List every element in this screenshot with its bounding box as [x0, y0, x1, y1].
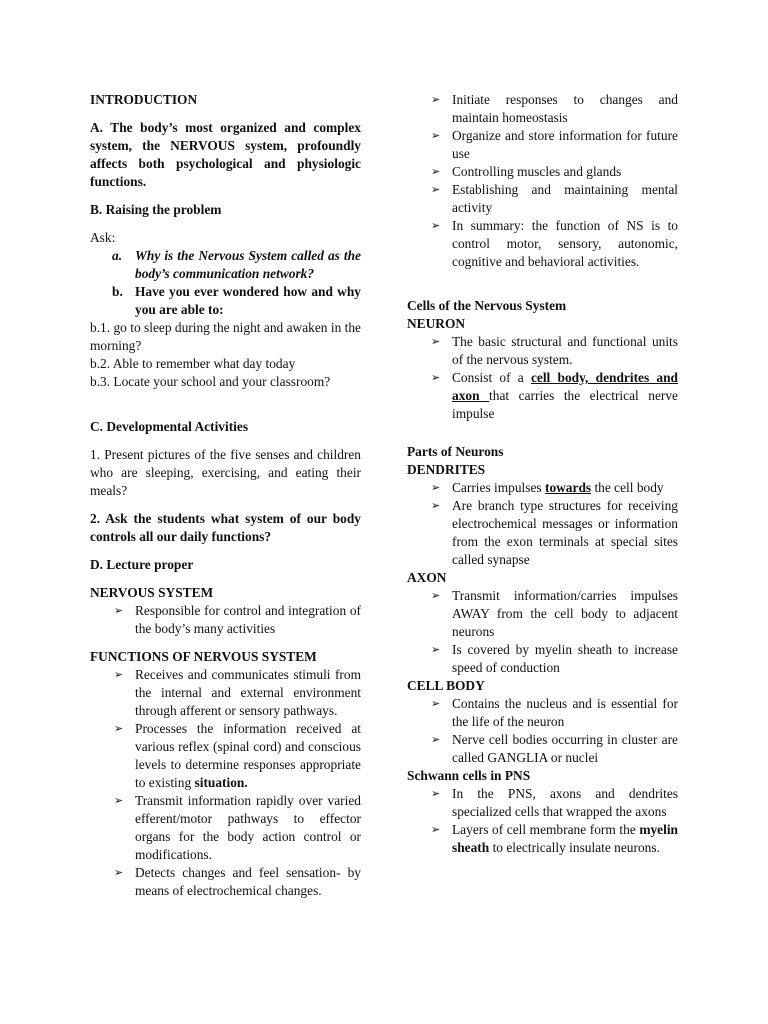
arrow-bullet-icon: ➢: [114, 604, 124, 617]
arrow-bullet-icon: ➢: [431, 643, 441, 656]
ask-label: Ask:: [90, 230, 116, 245]
list-item: ➢ Layers of cell membrane form the myelin sheath to electrically insulate neurons.: [431, 822, 678, 855]
arrow-bullet-icon: ➢: [431, 93, 441, 106]
arrow-bullet-icon: ➢: [431, 823, 441, 836]
list-item: ➢ Are branch type structures for receiving electrochemical messages or information from the exon terminals at special sites called synapse: [431, 498, 678, 567]
c2-text: 2. Ask the students what system of our body controls all our daily functions?: [90, 511, 361, 544]
section-b-heading: B. Raising the problem: [90, 202, 222, 217]
neuron-list: [407, 333, 678, 423]
list-item: ➢ Establishing and maintaining mental activity: [431, 182, 678, 215]
b3-text: b.3. Locate your school and your classroom?: [90, 374, 331, 389]
left-column: [90, 91, 361, 900]
list-item: ➢ Consist of a cell body, dendrites and axon that carries the electrical nerve impulse: [431, 370, 678, 421]
c1-text: 1. Present pictures of the five senses and children who are sleeping, exercising, and eating their meals?: [90, 447, 361, 498]
list-item: ➢ Processes the information received at various reflex (spinal cord) and conscious levels to determine responses appropriate to existing situation.: [114, 721, 361, 790]
arrow-bullet-icon: ➢: [431, 589, 441, 602]
arrow-bullet-icon: ➢: [114, 722, 124, 735]
intro-heading: INTRODUCTION: [90, 92, 198, 107]
right-column: [407, 91, 678, 857]
b1-text: b.1. go to sleep during the night and awaken in the morning?: [90, 320, 361, 353]
section-c-heading: C. Developmental Activities: [90, 419, 249, 434]
arrow-bullet-icon: ➢: [431, 499, 441, 512]
cells-heading: Cells of the Nervous System: [407, 298, 567, 313]
list-item: ➢ Initiate responses to changes and maintain homeostasis: [431, 92, 678, 125]
question-a-marker: a.: [112, 248, 123, 263]
arrow-bullet-icon: ➢: [431, 697, 441, 710]
arrow-bullet-icon: ➢: [431, 733, 441, 746]
nervous-system-list: [90, 602, 361, 638]
parts-heading: Parts of Neurons: [407, 444, 504, 459]
section-a-paragraph: A. The body’s most organized and complex system, the NERVOUS system, profoundly affects both psychological and physiologic functions.: [90, 120, 361, 189]
list-item: ➢ Carries impulses towards the cell body: [431, 480, 664, 495]
axon-heading: AXON: [407, 570, 447, 585]
list-item: ➢ The basic structural and functional units of the nervous system.: [431, 334, 678, 367]
question-b-text: Have you ever wondered how and why you are able to:: [135, 284, 361, 317]
arrow-bullet-icon: ➢: [431, 183, 441, 196]
functions-list: [90, 666, 361, 900]
schwann-heading: Schwann cells in PNS: [407, 768, 531, 783]
list-item: ➢ Transmit information rapidly over varied efferent/motor pathways to effector organs for the body action control or modifications.: [114, 793, 361, 862]
list-item: ➢ Contains the nucleus and is essential for the life of the neuron: [431, 696, 678, 729]
arrow-bullet-icon: ➢: [431, 481, 441, 494]
list-item: ➢ Controlling muscles and glands: [431, 164, 622, 179]
arrow-bullet-icon: ➢: [431, 129, 441, 142]
cell-body-heading: CELL BODY: [407, 678, 485, 693]
axon-list: [407, 587, 678, 677]
list-item: ➢ Detects changes and feel sensation- by means of electrochemical changes.: [114, 865, 361, 898]
question-a: [90, 247, 361, 283]
list-item: ➢ Organize and store information for future use: [431, 128, 678, 161]
dendrites-heading: DENDRITES: [407, 462, 486, 477]
list-item: ➢ In the PNS, axons and dendrites specialized cells that wrapped the axons: [431, 786, 678, 819]
nervous-system-heading: NERVOUS SYSTEM: [90, 585, 214, 600]
neuron-heading: NEURON: [407, 316, 466, 331]
arrow-bullet-icon: ➢: [431, 335, 441, 348]
arrow-bullet-icon: ➢: [431, 165, 441, 178]
arrow-bullet-icon: ➢: [114, 794, 124, 807]
arrow-bullet-icon: ➢: [431, 219, 441, 232]
cell-body-list: [407, 695, 678, 767]
arrow-bullet-icon: ➢: [114, 866, 124, 879]
schwann-list: [407, 785, 678, 857]
list-item: ➢ In summary: the function of NS is to control motor, sensory, autonomic, cognitive and behavioral activities.: [431, 218, 678, 269]
b2-text: b.2. Able to remember what day today: [90, 356, 296, 371]
dendrites-list: [407, 479, 678, 569]
question-a-text: Why is the Nervous System called as the body’s communication network?: [135, 248, 361, 281]
arrow-bullet-icon: ➢: [431, 787, 441, 800]
arrow-bullet-icon: ➢: [114, 668, 124, 681]
functions-list-continued: [407, 91, 678, 271]
list-item: ➢ Receives and communicates stimuli from the internal and external environment through afferent or sensory pathways.: [114, 667, 361, 718]
list-item: ➢ Responsible for control and integration of the body’s many activities: [114, 603, 361, 636]
list-item: ➢ Is covered by myelin sheath to increase speed of conduction: [431, 642, 678, 675]
question-list: [90, 247, 361, 319]
section-d-heading: D. Lecture proper: [90, 557, 194, 572]
question-b-marker: b.: [112, 284, 123, 299]
functions-heading: FUNCTIONS OF NERVOUS SYSTEM: [90, 649, 317, 664]
arrow-bullet-icon: ➢: [431, 371, 441, 384]
question-b: [90, 283, 361, 319]
list-item: ➢ Nerve cell bodies occurring in cluster are called GANGLIA or nuclei: [431, 732, 678, 765]
list-item: ➢ Transmit information/carries impulses AWAY from the cell body to adjacent neurons: [431, 588, 678, 639]
